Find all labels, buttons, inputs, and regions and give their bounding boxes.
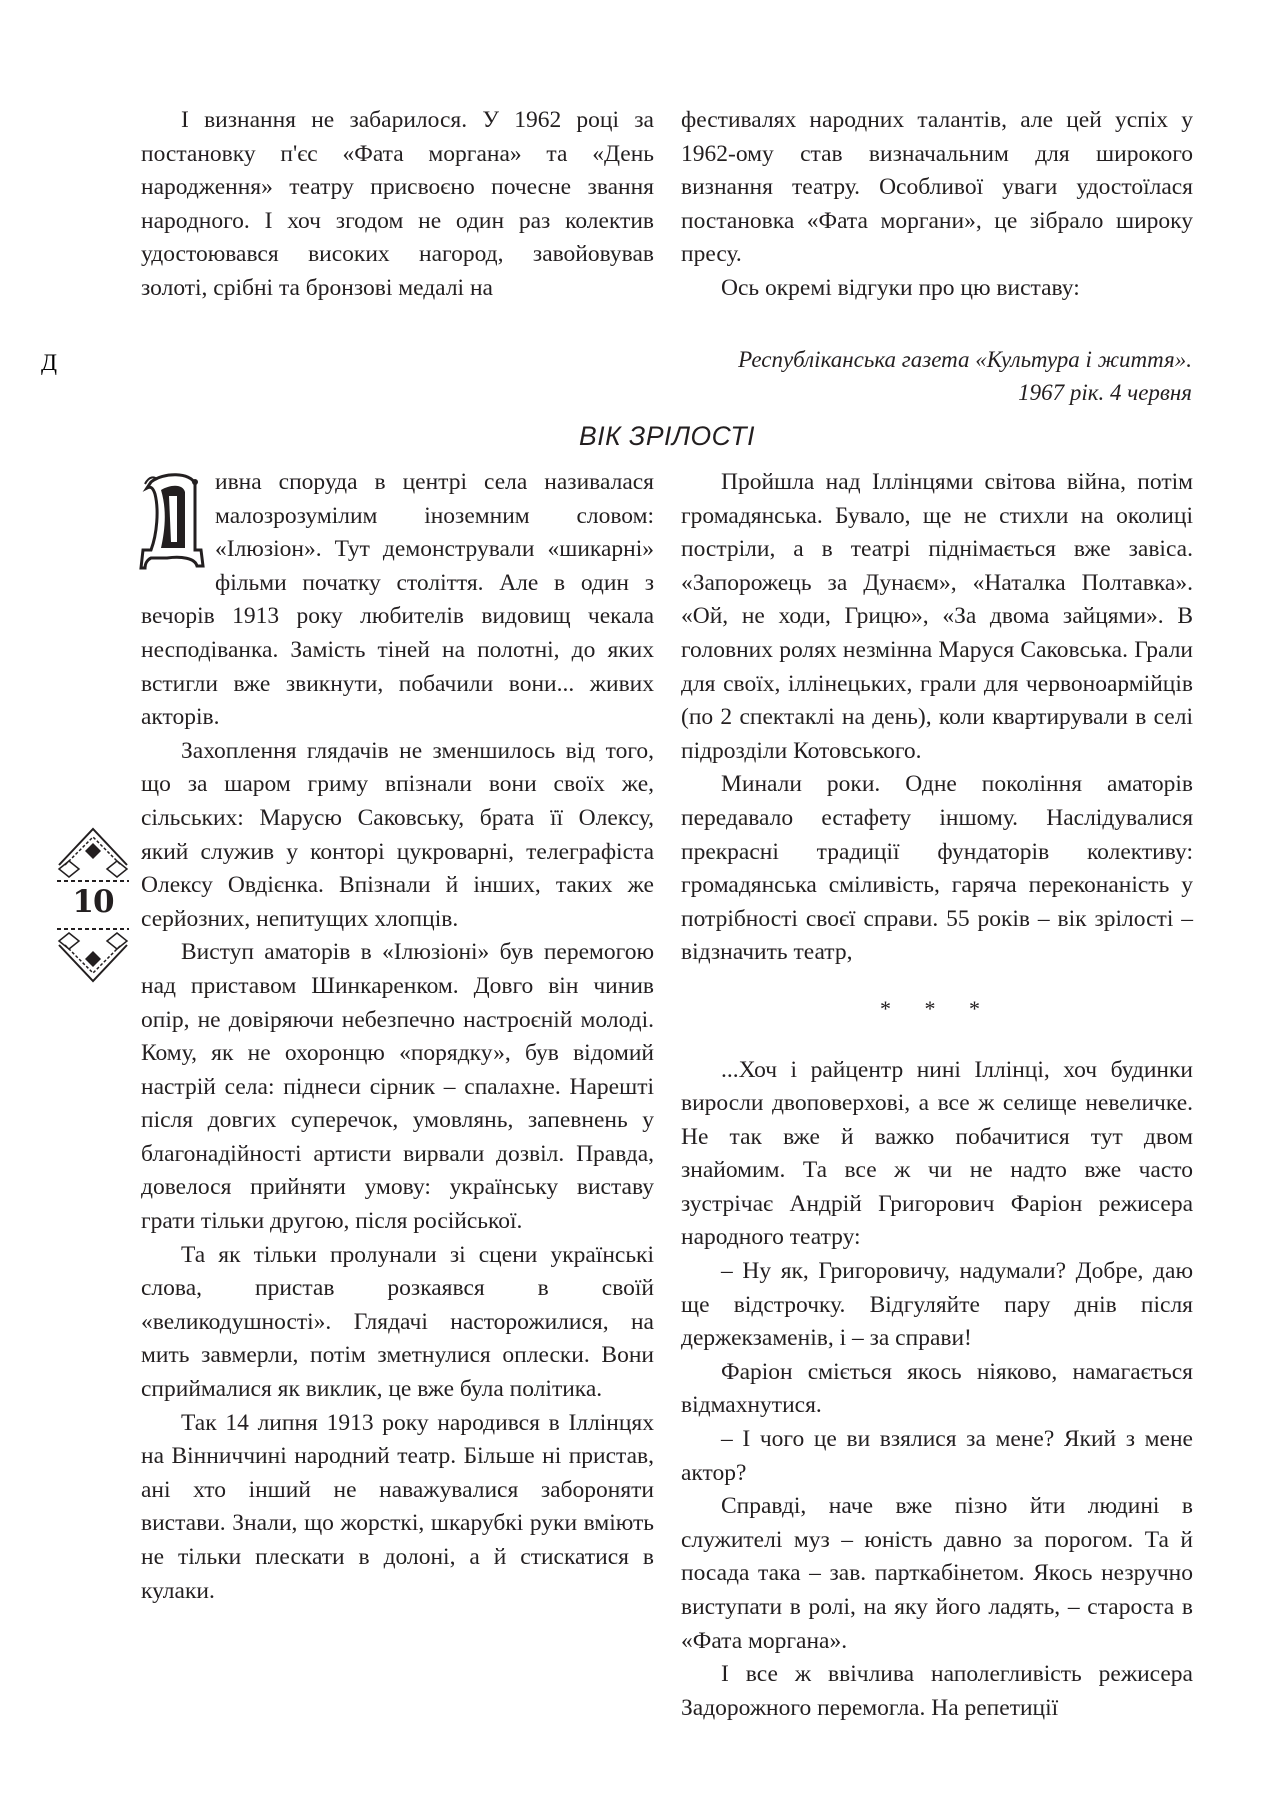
source-date: 1967 рік. 4 червня: [1018, 380, 1192, 405]
article-paragraph: Та як тільки пролунали зі сцени українські слова, пристав розкаявся в своїй «великодушності». Глядачі насторожилися, на мить завмерли, потім зметнулися оплески. Вони сприймалися як виклик, це вже була політика.: [141, 1241, 654, 1403]
article-paragraph: – Ну як, Григоровичу, надумали? Добре, даю ще відстрочку. Відгуляйте пару днів після держекзаменів, і – за справи!: [681, 1258, 1193, 1352]
article-paragraph: ивна споруда в центрі села називалася малозрозумілим іноземним словом: «Ілюзіон». Тут демонстрували «шикарні» фільми початку століття. Але в один з вечорів 1913 року любителів видовищ чекала несподіванка. Замість тіней на полотні, до яких встигли вже звикнути, побачили вони... живих акторів.: [141, 469, 654, 731]
article-right-column: [681, 466, 1193, 1725]
source-newspaper: Республіканська газета «Культура і життя».: [738, 347, 1192, 372]
intro-paragraph: І визнання не забарилося. У 1962 році за постановку п'єс «Фата моргана» та «День народження» театру присвоєно почесне звання народного. І хоч згодом не один раз колектив удостоювався високих нагород, завойовував золоті, срібні та бронзові медалі на: [141, 107, 654, 301]
article-paragraph: ...Хоч і райцентр нині Іллінці, хоч будинки виросли двоповерхові, а все ж селище невеличке. Не так вже й важко побачитися тут двом знайомим. Та все ж чи не надто вже часто зустрічає Андрій Григорович Фаріон режисера народного театру:: [681, 1056, 1193, 1251]
page-number: 10: [72, 884, 114, 920]
article-paragraph: Виступ аматорів в «Ілюзіоні» був перемогою над приставом Шинкаренком. Довго він чинив опір, не довіряючи небезпечно настроєній молоді. Кому, як не охоронцю «порядку», був відомий настрій села: піднеси сірник – спалахне. Нарешті після довгих суперечок, умовлянь, запевнень у благонадійності артисти вирвали дозвіл. Правда, довелося прийняти умову: українську виставу грати тільки другою, після російської.: [141, 939, 654, 1235]
embroidery-top-icon: [57, 829, 129, 881]
article-paragraph: І все ж ввічлива наполегливість режисера Задорожного перемогла. На репетиції: [681, 1661, 1193, 1721]
article-paragraph: Фаріон сміється якось ніяково, намагається відмахнутися.: [681, 1358, 1193, 1419]
article-title: ВІК ЗРІЛОСТІ: [579, 421, 755, 451]
article-paragraph: Пройшла над Іллінцями світова війна, потім громадянська. Бувало, ще не стихли на околиці постріли, а в театрі піднімається вже завіса. «Запорожець за Дунаєм», «Наталка Полтавка». «Ой, не ходи, Грицю», «За двома зайцями». В головних ролях незмінна Маруся Саковська. Грали для своїх, іллінецьких, грали для червоноармійців (по 2 спектаклі на день), коли квартирували в селі підрозділи Котовського.: [681, 469, 1193, 764]
intro-left-column: [141, 104, 654, 306]
article-paragraph: – І чого це ви взялися за мене? Який з мене актор?: [681, 1426, 1193, 1486]
embroidery-bottom-icon: [57, 929, 129, 981]
drop-cap-ornament: [41, 350, 207, 572]
intro-paragraph: Ось окремі відгуки про цю виставу:: [721, 274, 1080, 301]
article-paragraph: Справді, наче вже пізно йти людині в служителі муз – юність давно за порогом. Та й посада така – зав. парткабінетом. Якось незручно виступати в ролі, на яку його ладять, – староста в «Фата моргана».: [681, 1493, 1193, 1654]
article-paragraph: Минали роки. Одне покоління аматорів передавало естафету іншому. Наслідувалися прекрасні традиції фундаторів колективу: громадянська сміливість, гаряча переконаність у потрібності своєї справи. 55 років – вік зрілості – відзначить театр,: [681, 771, 1193, 966]
source-citation: [592, 343, 1192, 409]
drop-cap-letter: Д: [41, 350, 58, 376]
section-separator: * * *: [880, 995, 994, 1021]
article-paragraph: Так 14 липня 1913 року народився в Іллінцях на Вінниччині народний театр. Більше ні пристав, ані хто інший не наважувалися забороняти вистави. Знали, що жорсткі, шкарубкі руки вміють не тільки плескати в долоні, а й стискатися в кулаки.: [141, 1409, 654, 1604]
intro-right-column: [681, 104, 1193, 306]
article-paragraph: Захоплення глядачів не зменшилось від того, що за шаром гриму впізнали вони своїх же, сільських: Марусю Саковську, брата її Олексу, який служив у конторі цукроварні, телеграфіста Олексу Овдієнка. Впізнали й інших, таких же серйозних, непитущих хлопців.: [141, 737, 654, 932]
intro-paragraph: фестивалях народних талантів, але цей успіх у 1962-ому став визначальним для широкого визнання театру. Особливої уваги удостоїлася постановка «Фата моргани», це зібрало широку пресу.: [681, 107, 1193, 268]
